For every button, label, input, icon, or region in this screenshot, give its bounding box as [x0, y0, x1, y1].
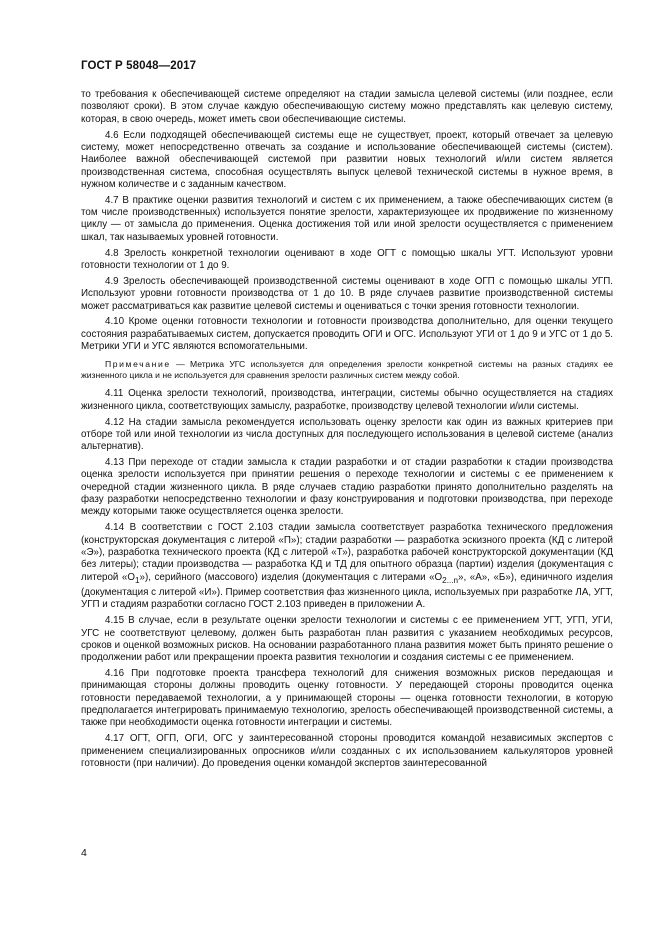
paragraph-4-8: 4.8 Зрелость конкретной технологии оценивают в ходе ОГТ с помощью шкалы УГТ. Используют уровни готовности технологии от 1 до 9. [81, 247, 613, 271]
note-label: Примечание [105, 359, 171, 370]
paragraph-4-14-part-b: »), серийного (массового) изделия (документация с литерами «О [139, 571, 443, 583]
paragraph-4-17: 4.17 ОГТ, ОГП, ОГИ, ОГС у заинтересованной стороны проводится командой независимых экспертов с применением специализированных опросников и/или созданных с их использованием калькуляторов уровней готовности (при наличии). До проведения оценки командой экспертов заинтересованной [81, 733, 613, 769]
document-body [81, 89, 613, 770]
paragraph-4-6: 4.6 Если подходящей обеспечивающей системы еще не существует, проект, который отвечает за целевую систему, может непосредственно отвечать за создание и использование обеспечивающей системы (систем). Наиболее важной обеспечивающей системой при развитии новых технологий и/или систем является производственная система, способная осуществлять выпуск целевой технической системы в нужное время, в нужном количестве и с заданным качеством. [81, 129, 613, 190]
paragraph-4-14 [81, 522, 613, 611]
page-number: 4 [81, 847, 87, 859]
paragraph-4-14-part-c: », «А», «Б»), единичного изделия (документация с литерой «И»). Пример соответствия фаз жизненного цикла, используемых при разработке ЛА, УГТ, УГП и стадиям разработки согласно ГОСТ 2.103 приведен в приложении А. [81, 571, 613, 611]
paragraph-continuation: то требования к обеспечивающей системе определяют на стадии замысла целевой системы (или позднее, если позволяют сроки). В этом случае каждую обеспечивающую систему можно представлять как целевую систему, которая, в свою очередь, может иметь свои обеспечивающие системы. [81, 89, 613, 125]
note [81, 359, 613, 381]
note-text: — Метрика УГС используется для определения зрелости конкретной системы на разных стадиях ее жизненного цикла и не используется для сравнения зрелости различных систем между собой. [81, 359, 613, 381]
paragraph-4-10: 4.10 Кроме оценки готовности технологии и готовности производства дополнительно, для оценки текущего состояния разрабатываемых систем, допускается проводить ОГИ и ОГС. Используют УГИ от 1 до 9 и УГС от 1 до 5. Метрики УГИ и УГС являются вспомогательными. [81, 316, 613, 353]
paragraph-4-7: 4.7 В практике оценки развития технологий и систем с их применением, а также обеспечивающих систем (в том числе производственных) используется понятие зрелости, характеризующее их продвижение по жизненному циклу — от замысла до применения. Оценка достижения той или иной зрелости осуществляется с применением шкал, так называемых уровней готовности. [81, 194, 613, 243]
subscript-o1: 1 [135, 575, 140, 585]
paragraph-4-14-part-a: 4.14 В соответствии с ГОСТ 2.103 стадии замысла соответствует разработка технического предложения (конструкторская документация с литерой «П»); стадии разработки — разработка эскизного проекта (КД с литерой «Э»), разработка технического проекта (КД с литерой «Т»), разработка рабочей конструкторской документации (КД без литеры); стадии производства — разработка КД и ТД для опытного образца (партии) изделия (документация с литерой «О [81, 522, 613, 583]
paragraph-4-9: 4.9 Зрелость обеспечивающей производственной системы оценивают в ходе ОГП с помощью шкалы УГП. Используют уровни готовности производства от 1 до 10. В ряде случаев развитие производственной системы может рассматриваться как развитие целевой системы и оцениваться с точки зрения готовности технологии. [81, 275, 613, 312]
paragraph-4-12: 4.12 На стадии замысла рекомендуется использовать оценку зрелости как один из важных критериев при отборе той или иной технологии из числа доступных для последующего использования в целевой системе (анализ альтернатив). [81, 416, 613, 453]
paragraph-4-15: 4.15 В случае, если в результате оценки зрелости технологии и системы с ее применением УГТ, УГП, УГИ, УГС не соответствуют целевому, должен быть разработан план развития с указанием необходимых ресурсов, сроков и оценкой возможных рисков. На основании разработанного плана развития может быть принято решение о продолжении работ или прекращении проекта развития технологии и создания системы с ее применением. [81, 615, 613, 664]
subscript-o2n: 2...n [442, 575, 459, 585]
document-header: ГОСТ Р 58048—2017 [81, 60, 197, 72]
paragraph-4-16: 4.16 При подготовке проекта трансфера технологий для снижения возможных рисков передающая и принимающая стороны должны проводить оценку готовности. У передающей стороны проводится оценка готовности передаваемой технологии, а у принимающей стороны — оценка готовности технологии, в которую предполагается интегрировать принимаемую технологию, зрелость обеспечивающей производственной системы, а также при необходимости оценка готовности интеграции и системы. [81, 668, 613, 729]
paragraph-4-11: 4.11 Оценка зрелости технологий, производства, интеграции, системы обычно осуществляется на стадиях жизненного цикла, соответствующих замыслу, разработке, производству целевой технологии и/или системы. [81, 388, 613, 412]
paragraph-4-13: 4.13 При переходе от стадии замысла к стадии разработки и от стадии разработки к стадии производства оценка зрелости используется при принятии решения о переходе технологии и системы с ее применением к очередной стадии жизненного цикла. В ряде случаев стадию разработки принято дополнительно разделять на фазу разработки непосредственно технологии и фазу конструирования и подготовки производства, при переходе между которыми также осуществляется оценка зрелости. [81, 457, 613, 518]
